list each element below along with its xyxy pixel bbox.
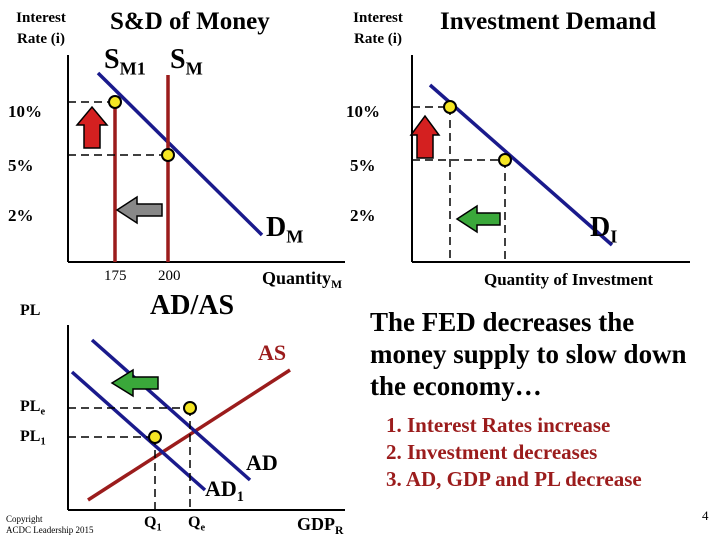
money-up-arrow (77, 107, 107, 148)
page-number: 4 (702, 508, 709, 523)
money-title: S&D of Money (110, 8, 270, 35)
money-y-tick-2: 2% (8, 206, 34, 225)
as-curve (88, 370, 290, 500)
investment-y-axis-label: Interest Rate (i) (353, 10, 403, 47)
adas-equilibrium-old (184, 402, 196, 414)
investment-demand-curve (430, 85, 612, 245)
investment-x-axis-label: Quantity of Investment (484, 270, 654, 289)
adas-x-tick-q1: $Q_1$ (144, 514, 162, 534)
investment-y-tick-2: 2% (350, 206, 376, 225)
adas-x-tick-qe: $Q_e$ (188, 514, 206, 534)
copyright-text: Copyright ACDC Leadership 2015 (6, 514, 94, 535)
sm-label: $S_M$ (170, 44, 203, 79)
money-x-tick-200: 200 (158, 268, 181, 284)
ad1-label: $AD_1$ (205, 476, 244, 505)
investment-y-tick-5: 5% (350, 156, 376, 175)
adas-equilibrium-new (149, 431, 161, 443)
investment-y-tick-10: 10% (346, 102, 380, 121)
explanation-item-2: 2. Investment decreases (386, 440, 598, 464)
ad-label: AD (246, 450, 278, 475)
adas-y-tick-pl1: $PL_1$ (20, 428, 46, 448)
money-y-tick-5: 5% (8, 156, 34, 175)
sm1-label: $S_{M1}$ (104, 44, 146, 79)
money-x-axis-label: Quantity$_M$ (262, 268, 343, 292)
investment-graph (411, 55, 690, 262)
invest-left-arrow (457, 206, 500, 232)
explanation-list (386, 412, 642, 493)
money-y-tick-10: 10% (8, 102, 42, 121)
adas-y-axis-label: PL (20, 302, 41, 319)
invest-point-old (499, 154, 511, 166)
investment-title: Investment Demand (440, 8, 656, 35)
money-supply-sm1-label (104, 44, 146, 79)
adas-title: AD/AS (150, 290, 235, 321)
money-demand-label: $D_M$ (266, 212, 304, 247)
money-equilibrium-old (162, 149, 174, 161)
investment-demand-label: $D_I$ (590, 212, 618, 247)
invest-point-new (444, 101, 456, 113)
money-equilibrium-new (109, 96, 121, 108)
invest-up-arrow (411, 116, 439, 158)
money-x-tick-175: 175 (104, 268, 127, 284)
as-label: AS (258, 340, 287, 365)
money-left-arrow (117, 197, 162, 223)
explanation-heading: The FED decreases the money supply to slow down the economy… (370, 307, 687, 401)
explanation-item-3: 3. AD, GDP and PL decrease (386, 467, 642, 491)
money-market-graph (68, 55, 345, 262)
adas-x-axis-label: $GDP_R$ (297, 514, 344, 538)
money-supply-sm-label (170, 44, 203, 79)
money-y-axis-label: Interest Rate (i) (16, 10, 66, 47)
explanation-item-1: 1. Interest Rates increase (386, 413, 611, 437)
adas-y-tick-ple: $PL_e$ (20, 398, 46, 418)
